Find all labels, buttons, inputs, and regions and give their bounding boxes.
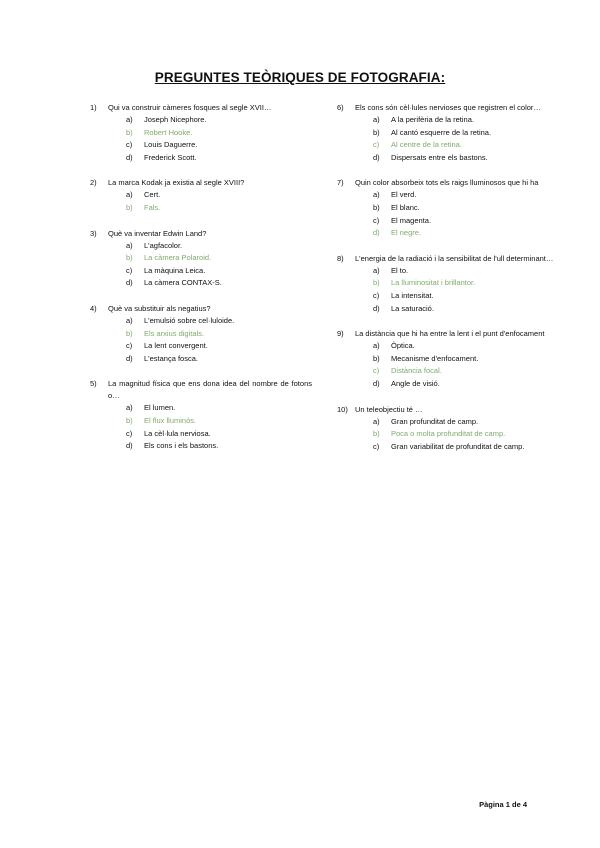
question-header <box>337 328 559 340</box>
option-text: Distància focal. <box>391 366 442 376</box>
question-header <box>90 102 312 114</box>
option-text: Cert. <box>144 190 161 200</box>
question-text: La distància que hi ha entre la lent i el punt d'enfocament <box>355 329 545 339</box>
answer-option <box>337 215 559 228</box>
option-text: Gran variabilitat de profunditat de camp. <box>391 441 525 451</box>
question-block <box>90 177 312 214</box>
option-letter: b) <box>373 353 380 363</box>
option-letter: a) <box>126 115 133 124</box>
option-letter: a) <box>373 341 380 351</box>
answer-option-correct <box>90 415 312 428</box>
option-text: La cèl·lula nerviosa. <box>144 428 211 438</box>
question-block <box>337 253 559 315</box>
option-letter: c) <box>373 290 380 300</box>
answer-option <box>337 265 559 278</box>
option-text: Els cons i els bastons. <box>144 441 219 451</box>
answer-option <box>337 202 559 215</box>
answer-option <box>90 240 312 253</box>
question-text: Qui va construir càmeres fosques al segle XVII… <box>108 103 272 112</box>
option-text: El flux lluminós. <box>144 415 197 425</box>
answer-option <box>90 139 312 152</box>
option-text: Joseph Nicephore. <box>144 115 207 124</box>
option-letter: d) <box>126 278 133 288</box>
option-letter: a) <box>126 403 133 413</box>
option-text: Fals. <box>144 202 161 212</box>
page-footer: Pàgina 1 de 4 <box>479 800 527 809</box>
question-text: Un teleobjectiu té … <box>355 404 423 414</box>
option-text: El lumen. <box>144 403 176 413</box>
option-text: Al cantó esquerre de la retina. <box>391 127 492 137</box>
question-number: 5) <box>90 379 97 389</box>
option-text: L'estança fosca. <box>144 353 198 363</box>
answer-option <box>90 189 312 202</box>
option-letter: c) <box>373 366 380 376</box>
question-block <box>90 102 312 164</box>
option-text: La càmera CONTAX-S. <box>144 278 222 288</box>
option-letter: d) <box>373 152 380 162</box>
option-letter: a) <box>126 190 133 200</box>
option-letter: c) <box>126 341 133 351</box>
option-letter: a) <box>126 240 133 250</box>
option-letter: c) <box>373 441 380 451</box>
option-letter: a) <box>373 416 380 426</box>
question-number: 7) <box>337 178 344 188</box>
question-number: 10) <box>337 404 348 414</box>
option-text: La lent convergent. <box>144 341 208 351</box>
option-letter: c) <box>126 265 133 275</box>
question-number: 1) <box>90 103 97 112</box>
option-letter: b) <box>373 127 380 137</box>
question-block <box>337 328 559 390</box>
option-text: La càmera Polaroid. <box>144 253 212 263</box>
option-text: El blanc. <box>391 202 420 212</box>
question-header <box>337 177 559 189</box>
question-number: 2) <box>90 178 97 188</box>
question-number: 8) <box>337 253 344 263</box>
question-header <box>90 228 312 240</box>
option-text: El verd. <box>391 190 417 200</box>
answer-option <box>337 114 559 127</box>
option-text: Louis Daguerre. <box>144 140 198 150</box>
answer-option <box>90 315 312 328</box>
option-letter: d) <box>373 378 380 388</box>
answer-option <box>337 353 559 366</box>
question-number: 9) <box>337 329 344 339</box>
answer-option <box>337 189 559 202</box>
option-text: Dispersats entre els bastons. <box>391 152 488 162</box>
option-text: Frederick Scott. <box>144 152 197 162</box>
answer-option <box>337 127 559 140</box>
answer-option-correct <box>90 252 312 265</box>
option-letter: a) <box>373 190 380 200</box>
answer-option <box>90 114 312 127</box>
answer-option <box>90 152 312 165</box>
question-text: Els cons són cèl·lules nervioses que registren el color… <box>355 103 541 112</box>
option-text: La màquina Leica. <box>144 265 206 275</box>
answer-option <box>337 152 559 165</box>
answer-option <box>90 402 312 415</box>
option-letter: a) <box>373 265 380 275</box>
option-text: La intensitat. <box>391 290 434 300</box>
option-letter: d) <box>373 228 380 238</box>
option-letter: b) <box>126 202 133 212</box>
option-text: Poca o molta profunditat de camp. <box>391 429 506 439</box>
question-block <box>90 228 312 290</box>
option-text: Robert Hooke. <box>144 127 193 137</box>
question-number: 3) <box>90 228 97 238</box>
option-text: Al centre de la retina. <box>391 140 462 150</box>
answer-option <box>90 428 312 441</box>
question-text: L'energia de la radiació i la sensibilitat de l'ull determinant… <box>355 253 554 263</box>
answer-option <box>90 277 312 290</box>
option-letter: d) <box>373 303 380 313</box>
answer-option <box>337 378 559 391</box>
option-letter: b) <box>373 429 380 439</box>
option-letter: a) <box>373 115 380 124</box>
answer-option-correct <box>337 139 559 152</box>
option-text: El negre. <box>391 228 422 238</box>
question-header <box>337 102 559 114</box>
page-title: PREGUNTES TEÒRIQUES DE FOTOGRAFIA: <box>154 70 446 85</box>
option-letter: c) <box>373 140 380 150</box>
question-text: Què va substituir als negatius? <box>108 303 211 313</box>
answer-option-correct <box>337 365 559 378</box>
question-text: La marca Kodak ja existia al segle XVIII? <box>108 178 245 188</box>
answer-option <box>337 303 559 316</box>
answer-option <box>337 416 559 429</box>
question-block <box>337 102 559 164</box>
option-letter: b) <box>373 202 380 212</box>
answer-option <box>90 353 312 366</box>
right-column <box>337 102 559 466</box>
option-letter: b) <box>126 415 133 425</box>
option-text: Òptica. <box>391 341 415 351</box>
answer-option-correct <box>90 127 312 140</box>
answer-option <box>337 340 559 353</box>
option-letter: c) <box>126 428 133 438</box>
option-text: L'agfacolor. <box>144 240 183 250</box>
answer-option <box>337 290 559 303</box>
option-letter: d) <box>126 353 133 363</box>
option-letter: b) <box>126 127 133 137</box>
question-text: Què va inventar Edwin Land? <box>108 228 207 238</box>
question-text: Quin color absorbeix tots els raigs lluminosos que hi ha <box>355 178 539 188</box>
option-letter: d) <box>126 152 133 162</box>
answer-option-correct <box>90 328 312 341</box>
option-letter: b) <box>126 328 133 338</box>
answer-option-correct <box>337 428 559 441</box>
answer-option <box>90 340 312 353</box>
option-text: El to. <box>391 265 409 275</box>
option-letter: c) <box>126 140 133 150</box>
option-letter: c) <box>373 215 380 225</box>
question-number: 6) <box>337 103 344 112</box>
question-block <box>90 303 312 365</box>
option-text: El magenta. <box>391 215 432 225</box>
question-header <box>337 404 559 416</box>
question-block <box>337 404 559 454</box>
answer-option <box>90 265 312 278</box>
question-header <box>337 253 559 265</box>
option-text: L'emulsió sobre cel·luloide. <box>144 315 235 325</box>
option-letter: b) <box>373 278 380 288</box>
option-letter: b) <box>126 253 133 263</box>
question-text: La magnitud física que ens dona idea del nombre de fotons o… <box>108 379 312 401</box>
option-text: Mecanisme d'enfocament. <box>391 353 479 363</box>
option-text: Gran profunditat de camp. <box>391 416 479 426</box>
option-letter: a) <box>126 315 133 325</box>
left-column <box>90 102 312 466</box>
question-header <box>90 177 312 189</box>
answer-option <box>90 440 312 453</box>
option-text: A la perifèria de la retina. <box>391 115 474 124</box>
question-header <box>90 378 312 402</box>
option-letter: d) <box>126 441 133 451</box>
question-number: 4) <box>90 303 97 313</box>
question-block <box>90 378 312 452</box>
question-block <box>337 177 559 239</box>
option-text: La lluminositat i brillantor. <box>391 278 476 288</box>
option-text: Angle de visió. <box>391 378 440 388</box>
question-header <box>90 303 312 315</box>
answer-option-correct <box>90 202 312 215</box>
option-text: Els arxius digitals. <box>144 328 205 338</box>
option-text: La saturació. <box>391 303 434 313</box>
answer-option-correct <box>337 227 559 240</box>
answer-option <box>337 441 559 454</box>
answer-option-correct <box>337 277 559 290</box>
